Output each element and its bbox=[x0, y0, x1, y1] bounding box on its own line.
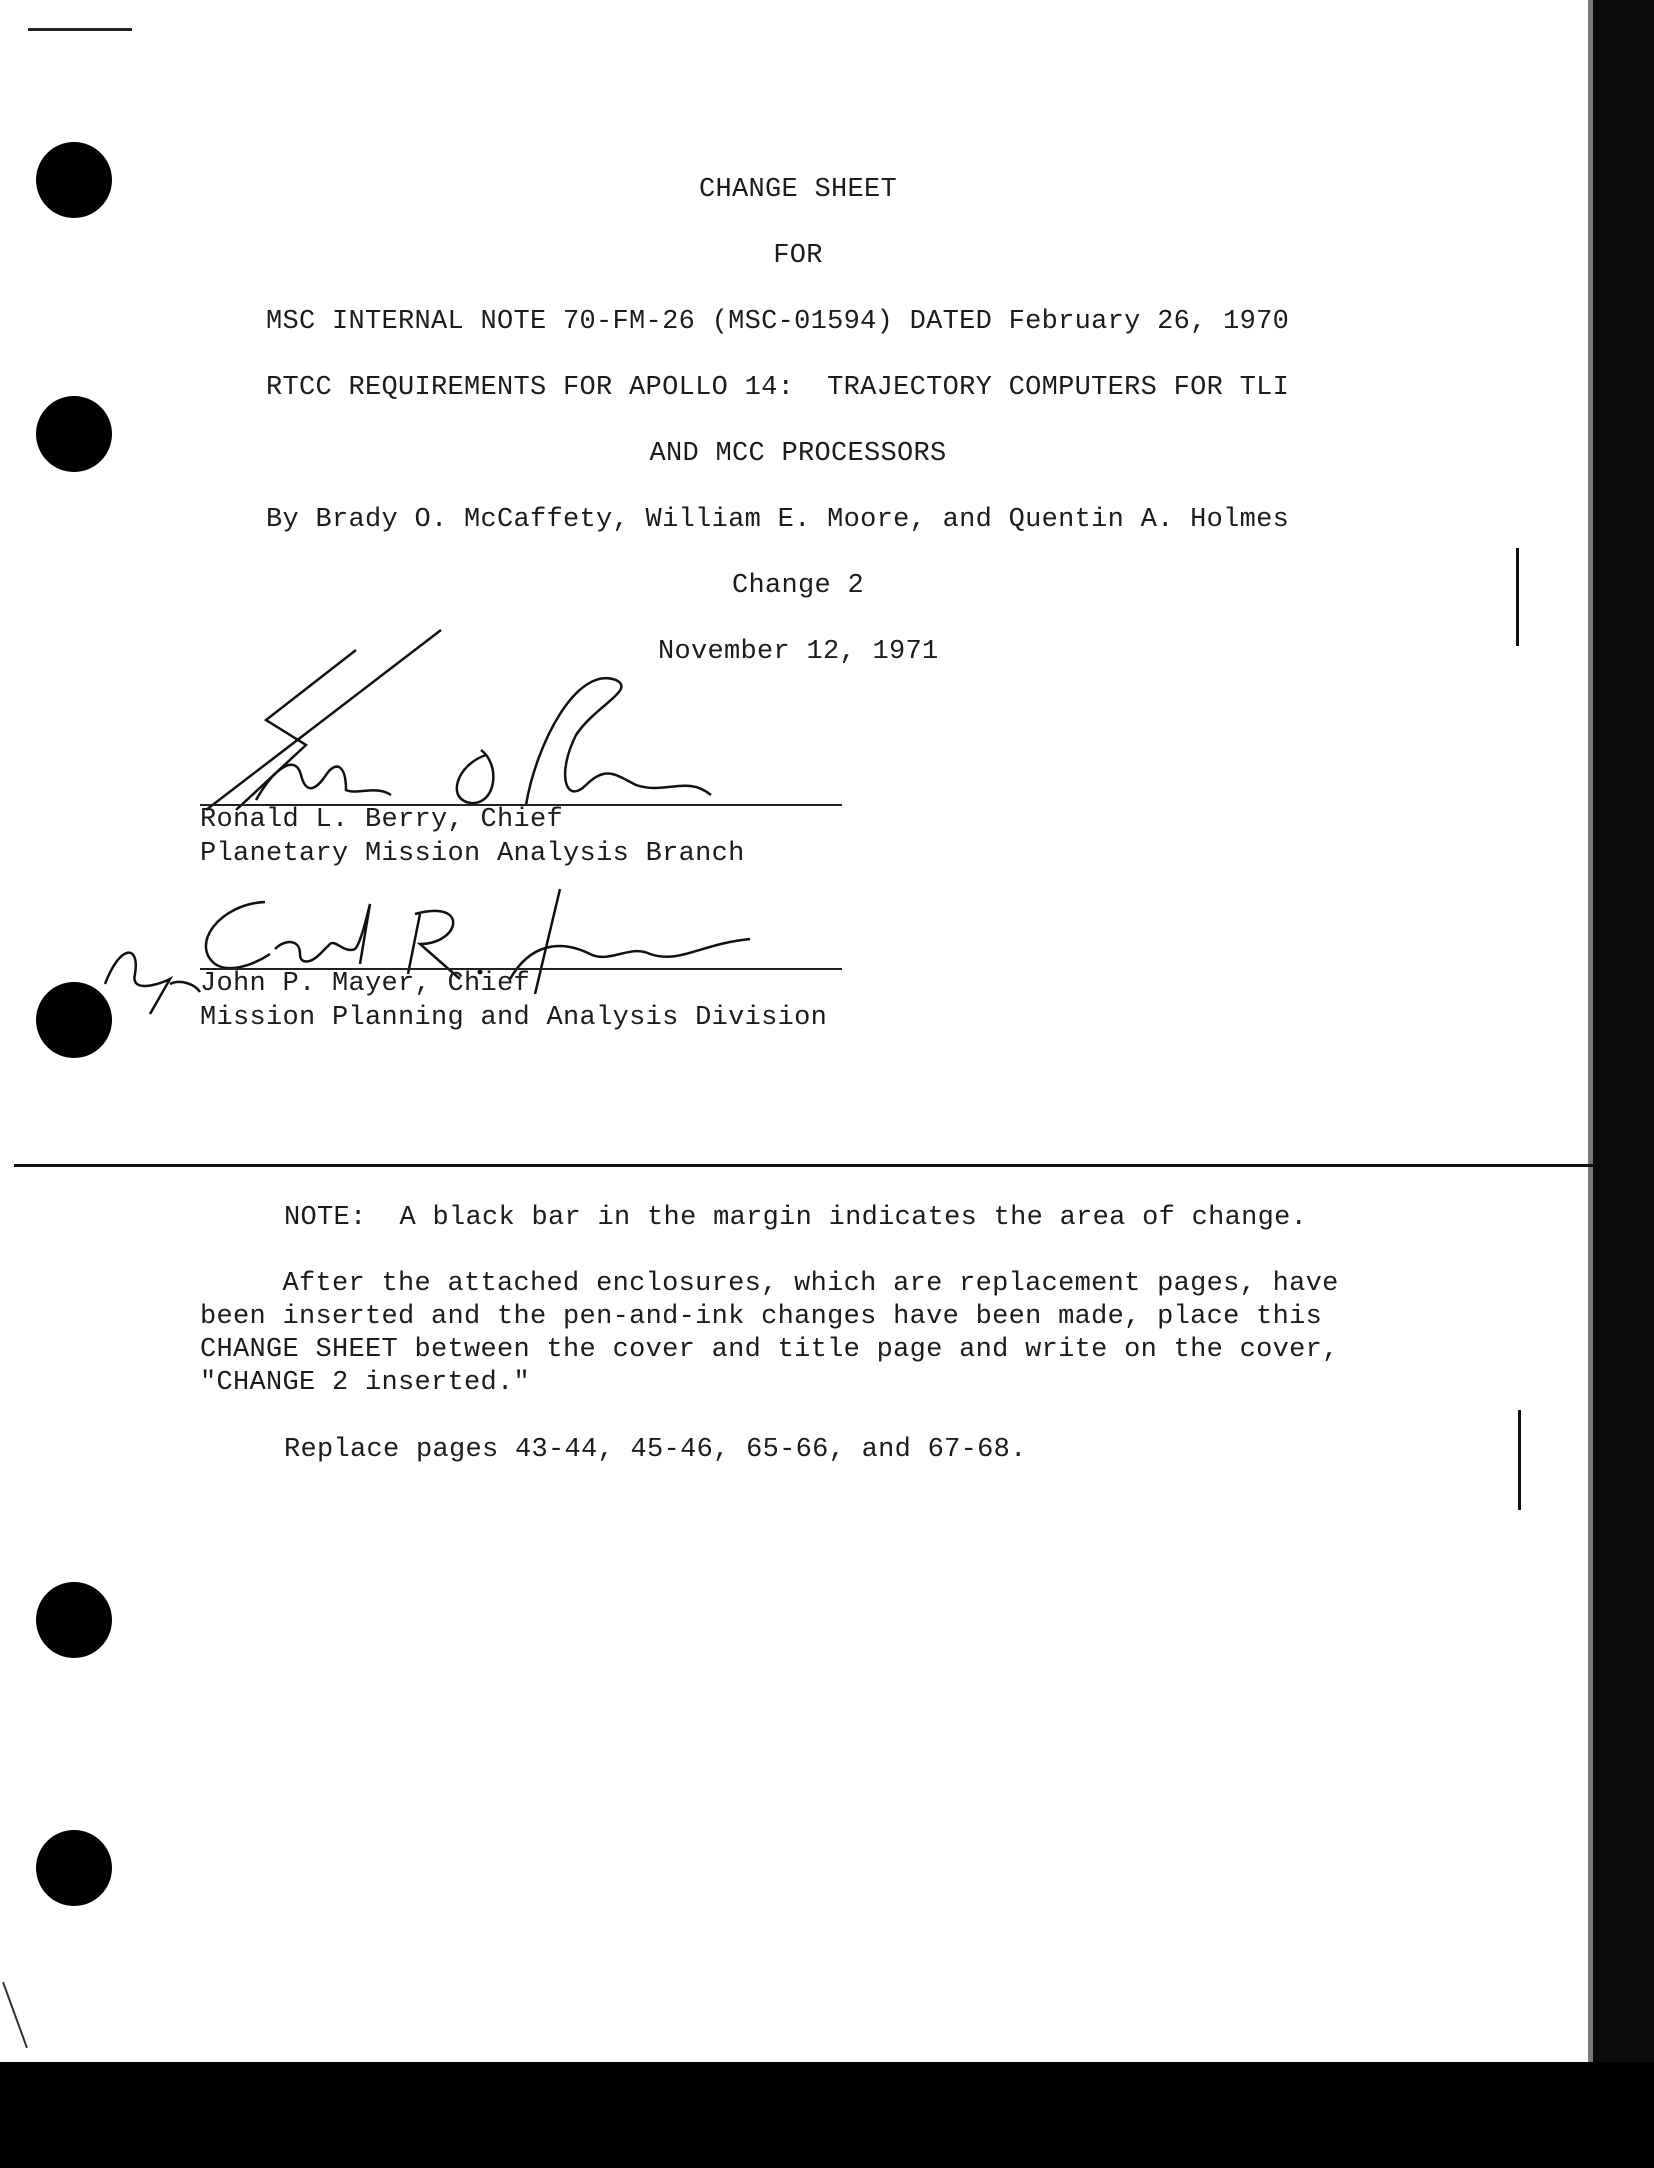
punch-hole bbox=[36, 1830, 112, 1906]
approver-2-org: Mission Planning and Analysis Division bbox=[200, 1003, 828, 1033]
change-date: November 12, 1971 bbox=[658, 637, 939, 667]
replace-pages: Replace pages 43-44, 45-46, 65-66, and 67-68. bbox=[284, 1435, 1027, 1465]
scan-edge bbox=[1593, 0, 1654, 2070]
authors: By Brady O. McCaffety, William E. Moore, and Quentin A. Holmes bbox=[266, 505, 1290, 535]
approver-1-org: Planetary Mission Analysis Branch bbox=[200, 839, 745, 869]
section-divider bbox=[14, 1164, 1594, 1167]
change-bar bbox=[1518, 1410, 1521, 1510]
instruction-line-4: "CHANGE 2 inserted." bbox=[200, 1368, 531, 1398]
change-number: Change 2 bbox=[731, 571, 865, 601]
change-bar bbox=[1516, 548, 1519, 646]
note-reference: MSC INTERNAL NOTE 70-FM-26 (MSC-01594) DATED February 26, 1970 bbox=[266, 307, 1290, 337]
signature-berry bbox=[196, 625, 716, 825]
instruction-line-1: After the attached enclosures, which are replacement pages, have bbox=[200, 1269, 1339, 1299]
subject-line-2: AND MCC PROCESSORS bbox=[649, 439, 947, 469]
approver-2-name: John P. Mayer, Chief bbox=[200, 969, 531, 999]
instruction-line-3: CHANGE SHEET between the cover and title page and write on the cover, bbox=[200, 1335, 1339, 1365]
subject-line-1: RTCC REQUIREMENTS FOR APOLLO 14: TRAJECTORY COMPUTERS FOR TLI bbox=[266, 373, 1290, 403]
document-title: CHANGE SHEET bbox=[698, 175, 898, 205]
approver-1-name: Ronald L. Berry, Chief bbox=[200, 805, 564, 835]
corner-mark bbox=[28, 28, 132, 31]
scan-mark bbox=[2, 1982, 28, 2048]
punch-hole bbox=[36, 1582, 112, 1658]
instruction-line-2: been inserted and the pen-and-ink changes have been made, place this bbox=[200, 1302, 1323, 1332]
scan-bottom-edge bbox=[0, 2062, 1654, 2168]
margin-note: NOTE: A black bar in the margin indicates the area of change. bbox=[284, 1203, 1308, 1233]
for-label: FOR bbox=[773, 241, 823, 271]
